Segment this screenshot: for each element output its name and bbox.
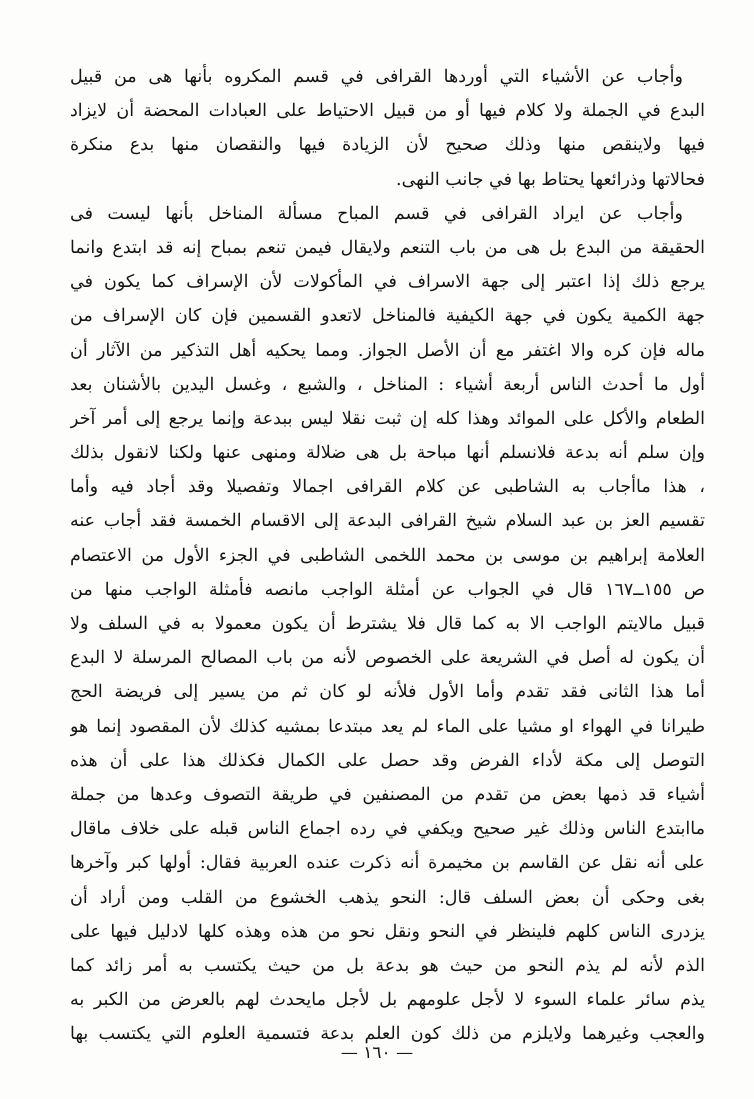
text-line: جهة الكمية يكون في جهة الكيفية فالمناخل لاتعدو القسمين فإن كان الإسراف من <box>70 306 705 327</box>
text-line: يزدرى الناس كلهم فلينظر في النحو ونقل نحو من هذه وهذه كلها لادليل فيها على <box>70 921 705 942</box>
text-line: يذم سائر علماء السوء لا لأجل علومهم بل لأجل مايحدث لهم بالعرض من الكبر به <box>70 990 705 1011</box>
page-number: — ١٦٠ — <box>340 1043 414 1063</box>
text-line: ص ١٥٥ــ١٦٧ قال في الجواب عن أمثلة الواجب مانصه فأمثلة الواجب منها من <box>70 579 705 600</box>
text-line: طيرانا في الهواء او مشيا على الماء لم يعد مبتدعا بمشيه كذلك لأن المقصود إنما هو <box>70 716 705 737</box>
text-line: أشياء قد ذمها بعض من تقدم من المصنفين في طريقة التصوف وعدها من جملة <box>70 784 705 805</box>
text-line: وأجاب عن ايراد القرافى في قسم المباح مسألة المناخل بأنها ليست فى <box>70 203 683 224</box>
text-line: ماله فإن كره والا اغتفر مع أن الأصل الجواز. ومما يحكيه أهل التذكير من الآثار أن <box>70 340 705 361</box>
text-line: الطعام والأكل على الموائد وهذا كله إن ثبت نقلا ليس ببدعة وإنما يرجع إلى أمر آخر <box>70 408 705 429</box>
text-line: التوصل إلى مكة لأداء الفرض وقد حصل على الكمال فكذلك هذا على أن هذه <box>70 750 705 771</box>
text-line: البدع في الجملة ولا كلام فيها أو من قبيل الاحتياط على العبادات المحضة أن لايزاد <box>70 101 705 122</box>
text-line: أول ما أحدث الناس أربعة أشياء : المناخل ، والشبع ، وغسل اليدين بالأشنان بعد <box>70 374 705 395</box>
text-line: فيها ولاينقص منها وذلك صحيح لأن الزيادة فيها والنقصان منها بدع منكرة <box>70 135 705 156</box>
text-line: والعجب وغيرهما ولايلزم من ذلك كون العلم بدعة فتسمية العلوم التي يكتسب بها <box>70 1024 705 1045</box>
text-line: تقسيم العز بن عبد السلام شيخ القرافى البدعة إلى الاقسام الخمسة فقد أجاب عنه <box>70 511 705 532</box>
paragraph-1 <box>70 60 705 197</box>
text-line: الذم لأنه لم يذم النحو من حيث هو بدعة بل من حيث يكتسب به أمر زائد كما <box>70 955 705 976</box>
text-line: وإن سلم أنه بدعة فلانسلم أنها مباحة بل هى ضلالة ومنهى عنها ولكنا لانقول بذلك <box>70 443 705 464</box>
text-line: أن يكون له أصل في الشريعة على الخصوص لأنه من باب المصالح المرسلة لا البدع <box>70 648 705 669</box>
text-line: فحالاتها وذرائعها يحتاط بها في جانب النهى. <box>396 169 705 190</box>
text-line: بغى وحكى أن بعض السلف قال: النحو يذهب الخشوع من القلب ومن أراد أن <box>70 887 705 908</box>
text-line: الحقيقة من البدع بل هى من باب التنعم ولايقال فيمن تنعم بمباح إنه قد ابتدع وانما <box>70 237 705 258</box>
text-line: ماابتدع الناس وذلك غير صحيح ويكفي في رده اجماع الناس قبله على خلاف ماقال <box>70 819 705 840</box>
body-text <box>70 60 705 1051</box>
text-line: وأجاب عن الأشياء التي أوردها القرافى في قسم المكروه بأنها هى من قبيل <box>70 67 683 87</box>
text-line: على أنه نقل عن القاسم بن مخيمرة أنه ذكرت عنده العربية فقال: أولها كبر وآخرها <box>70 853 705 874</box>
paragraph-2 <box>70 197 705 1052</box>
text-line: يرجع ذلك إذا اعتبر إلى جهة الاسراف في المأكولات لأن الإسراف كما يكون في <box>70 272 705 293</box>
text-line: العلامة إبراهيم بن موسى بن محمد اللخمى الشاطبى في الجزء الأول من الاعتصام <box>70 545 705 566</box>
text-line: قبيل مالايتم الواجب الا به كما قال فلا يشترط أن يكون معمولا به في السلف ولا <box>70 614 705 634</box>
text-line: ، هذا ماأجاب به الشاطبى عن كلام القرافى اجمالا وتفصيلا وقد أجاد فيه وأما <box>70 477 705 498</box>
text-line: أما هذا الثانى فقد تقدم وأما الأول فلأنه لو كان ثم من يسير إلى فريضة الحج <box>70 682 705 703</box>
